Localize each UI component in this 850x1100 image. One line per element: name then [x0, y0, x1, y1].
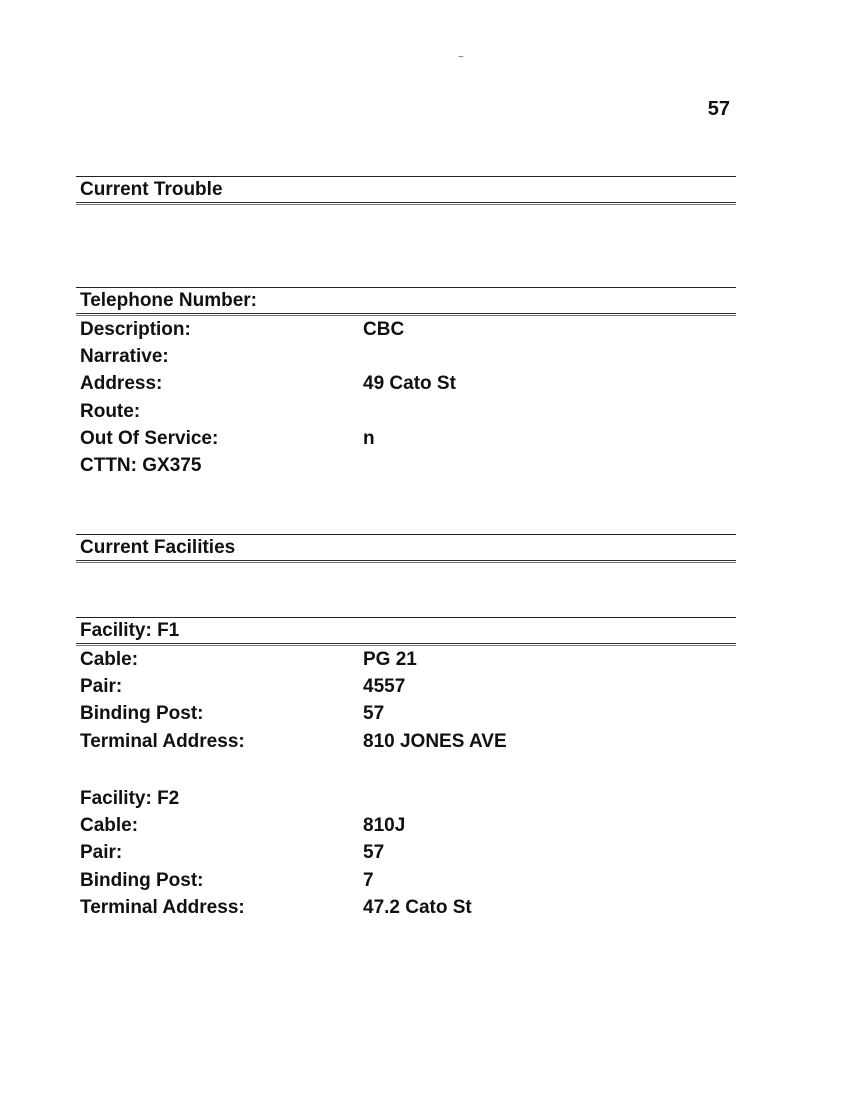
facility-f1-header: Facility: F1 — [76, 617, 736, 644]
field-value: 4557 — [363, 675, 406, 697]
field-row — [80, 785, 736, 812]
field-row — [80, 343, 736, 370]
field-value: 49 Cato St — [363, 373, 456, 395]
field-label: Address: — [80, 373, 163, 395]
current-facilities-section — [76, 534, 736, 561]
field-row — [80, 867, 736, 894]
field-row — [80, 371, 736, 398]
field-value: CBC — [363, 318, 405, 340]
field-value: PG 21 — [363, 648, 417, 670]
telephone-rows — [76, 316, 736, 480]
current-trouble-section — [76, 176, 736, 203]
field-label: Terminal Address: — [80, 896, 245, 918]
field-label: Cable: — [80, 814, 139, 836]
field-value: 810 JONES AVE — [363, 730, 507, 752]
facility-f1-rows — [76, 646, 736, 755]
field-label: Facility: F2 — [80, 787, 180, 809]
field-label: Description: — [80, 318, 191, 340]
field-row — [80, 728, 736, 755]
field-row — [80, 701, 736, 728]
field-label: Binding Post: — [80, 703, 204, 725]
field-label: CTTN: GX375 — [80, 455, 202, 477]
facility-f2-section — [76, 783, 736, 921]
scan-mark: ~ — [458, 52, 464, 63]
field-row — [80, 673, 736, 700]
field-label: Route: — [80, 400, 141, 422]
field-row — [80, 425, 736, 452]
field-row — [80, 812, 736, 839]
field-label: Terminal Address: — [80, 730, 245, 752]
current-trouble-header: Current Trouble — [76, 176, 736, 203]
field-value: n — [363, 427, 375, 449]
field-row — [80, 398, 736, 425]
facility-f1-section — [76, 617, 736, 755]
field-label: Cable: — [80, 648, 139, 670]
field-row — [80, 316, 736, 343]
field-label: Binding Post: — [80, 869, 204, 891]
page-number: 57 — [707, 98, 730, 120]
field-label: Pair: — [80, 675, 123, 697]
field-row — [80, 894, 736, 921]
current-facilities-header: Current Facilities — [76, 534, 736, 561]
field-value: 57 — [363, 842, 385, 864]
field-row — [80, 646, 736, 673]
field-value: 810J — [363, 814, 406, 836]
field-label: Out Of Service: — [80, 427, 219, 449]
field-label: Pair: — [80, 842, 123, 864]
field-row — [80, 840, 736, 867]
field-value: 57 — [363, 703, 385, 725]
telephone-number-header: Telephone Number: — [76, 287, 736, 314]
facility-f2-rows — [76, 785, 736, 921]
telephone-section — [76, 287, 736, 480]
field-label: Narrative: — [80, 345, 169, 367]
field-row — [80, 452, 736, 479]
field-value: 7 — [363, 869, 374, 891]
field-value: 47.2 Cato St — [363, 896, 472, 918]
